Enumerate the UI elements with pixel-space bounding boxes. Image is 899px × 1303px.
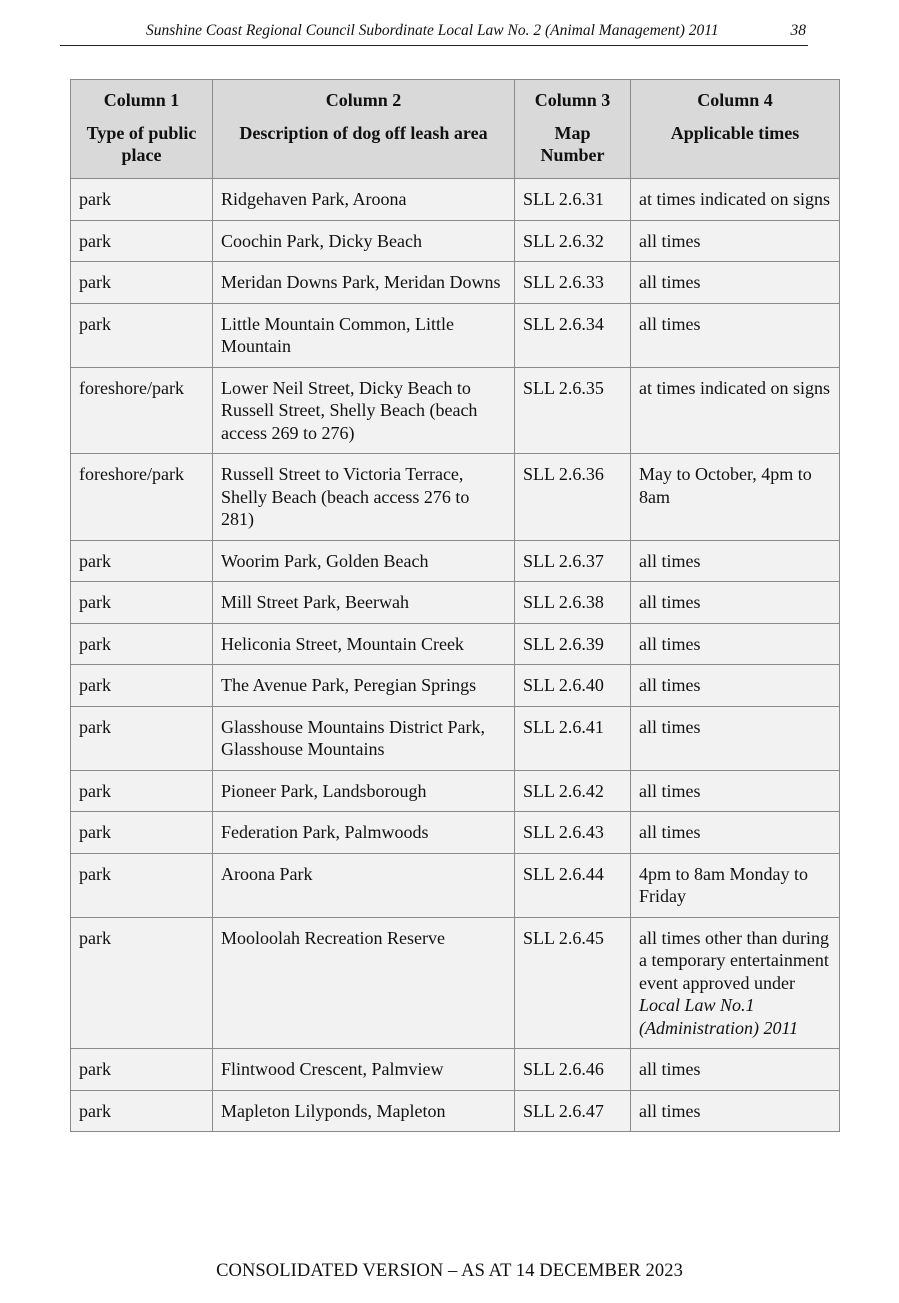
cell-type: park: [71, 623, 213, 665]
cell-type: park: [71, 917, 213, 1049]
table-row: [71, 367, 840, 454]
cell-description: Woorim Park, Golden Beach: [213, 540, 515, 582]
table-row: [71, 665, 840, 707]
cell-type: park: [71, 770, 213, 812]
cell-map-number: SLL 2.6.33: [515, 262, 631, 304]
cell-description: Russell Street to Victoria Terrace, Shelly Beach (beach access 276 to 281): [213, 454, 515, 541]
cell-map-number: SLL 2.6.42: [515, 770, 631, 812]
cell-description: The Avenue Park, Peregian Springs: [213, 665, 515, 707]
cell-map-number: SLL 2.6.34: [515, 303, 631, 367]
cell-times: all times: [631, 770, 840, 812]
cell-type: foreshore/park: [71, 454, 213, 541]
table-row: [71, 582, 840, 624]
table-row: [71, 623, 840, 665]
cell-times-text: all times other than during a temporary entertainment event approved under: [639, 927, 829, 993]
cell-description: Pioneer Park, Landsborough: [213, 770, 515, 812]
table-row: [71, 303, 840, 367]
cell-map-number: SLL 2.6.40: [515, 665, 631, 707]
cell-type: park: [71, 1090, 213, 1132]
cell-times: May to October, 4pm to 8am: [631, 454, 840, 541]
table-row: [71, 220, 840, 262]
column-number: Column 4: [697, 90, 773, 110]
cell-map-number: SLL 2.6.46: [515, 1049, 631, 1091]
cell-map-number: SLL 2.6.43: [515, 812, 631, 854]
cell-type: park: [71, 1049, 213, 1091]
cell-description: Glasshouse Mountains District Park, Glasshouse Mountains: [213, 706, 515, 770]
cell-times: all times: [631, 262, 840, 304]
cell-times: all times: [631, 812, 840, 854]
table-row: [71, 812, 840, 854]
column-label: Applicable times: [670, 122, 800, 143]
cell-map-number: SLL 2.6.36: [515, 454, 631, 541]
cell-type: park: [71, 179, 213, 221]
column-number: Column 2: [325, 90, 402, 110]
column-label: Map Number: [540, 122, 605, 165]
cell-type: park: [71, 812, 213, 854]
cell-times: at times indicated on signs: [631, 179, 840, 221]
cell-map-number: SLL 2.6.41: [515, 706, 631, 770]
cell-description: Federation Park, Palmwoods: [213, 812, 515, 854]
table-row: [71, 1090, 840, 1132]
cell-times: all times: [631, 582, 840, 624]
cell-description: Little Mountain Common, Little Mountain: [213, 303, 515, 367]
cell-times: all times: [631, 303, 840, 367]
cell-map-number: SLL 2.6.38: [515, 582, 631, 624]
running-header: [60, 18, 808, 46]
cell-description: Lower Neil Street, Dicky Beach to Russell Street, Shelly Beach (beach access 269 to 276): [213, 367, 515, 454]
cell-description: Ridgehaven Park, Aroona: [213, 179, 515, 221]
cell-times: all times: [631, 1090, 840, 1132]
column-header-3: [515, 80, 631, 179]
table-row: [71, 853, 840, 917]
cell-type: park: [71, 582, 213, 624]
column-label: Type of public place: [86, 122, 197, 165]
table-row: [71, 917, 840, 1049]
cell-description: Heliconia Street, Mountain Creek: [213, 623, 515, 665]
consolidated-version-footer: CONSOLIDATED VERSION – AS AT 14 DECEMBER 2023: [216, 1261, 683, 1281]
cell-type: park: [71, 540, 213, 582]
cell-times: all times: [631, 1049, 840, 1091]
cell-description: Meridan Downs Park, Meridan Downs: [213, 262, 515, 304]
column-header-2: [213, 80, 515, 179]
column-number: Column 3: [534, 90, 611, 110]
cell-description: Mapleton Lilyponds, Mapleton: [213, 1090, 515, 1132]
cell-map-number: SLL 2.6.35: [515, 367, 631, 454]
cell-times: [631, 917, 840, 1049]
off-leash-areas-table: [70, 79, 840, 1132]
cell-map-number: SLL 2.6.32: [515, 220, 631, 262]
table-row: [71, 770, 840, 812]
cell-map-number: SLL 2.6.39: [515, 623, 631, 665]
cell-times: all times: [631, 665, 840, 707]
cell-times: at times indicated on signs: [631, 367, 840, 454]
cell-map-number: SLL 2.6.37: [515, 540, 631, 582]
cell-times: all times: [631, 220, 840, 262]
table-row: [71, 706, 840, 770]
table-row: [71, 179, 840, 221]
cell-times-law-reference: Local Law No.1 (Administration) 2011: [639, 995, 799, 1038]
cell-times: all times: [631, 706, 840, 770]
cell-times: all times: [631, 540, 840, 582]
cell-type: foreshore/park: [71, 367, 213, 454]
cell-map-number: SLL 2.6.47: [515, 1090, 631, 1132]
cell-type: park: [71, 262, 213, 304]
column-label: Description of dog off leash area: [239, 122, 488, 143]
cell-map-number: SLL 2.6.44: [515, 853, 631, 917]
table-row: [71, 262, 840, 304]
page-number: 38: [790, 22, 806, 39]
cell-description: Coochin Park, Dicky Beach: [213, 220, 515, 262]
cell-description: Mooloolah Recreation Reserve: [213, 917, 515, 1049]
document-title: Sunshine Coast Regional Council Subordinate Local Law No. 2 (Animal Management) 2011: [146, 22, 719, 39]
table-header-row: [71, 80, 840, 179]
column-header-1: [71, 80, 213, 179]
cell-times: 4pm to 8am Monday to Friday: [631, 853, 840, 917]
cell-type: park: [71, 303, 213, 367]
cell-description: Flintwood Crescent, Palmview: [213, 1049, 515, 1091]
cell-map-number: SLL 2.6.45: [515, 917, 631, 1049]
column-number: Column 1: [103, 90, 180, 110]
column-header-4: [631, 80, 840, 179]
cell-times: all times: [631, 623, 840, 665]
table-row: [71, 540, 840, 582]
table-row: [71, 454, 840, 541]
cell-type: park: [71, 665, 213, 707]
cell-type: park: [71, 706, 213, 770]
cell-description: Mill Street Park, Beerwah: [213, 582, 515, 624]
cell-type: park: [71, 853, 213, 917]
cell-description: Aroona Park: [213, 853, 515, 917]
cell-map-number: SLL 2.6.31: [515, 179, 631, 221]
cell-type: park: [71, 220, 213, 262]
table-row: [71, 1049, 840, 1091]
